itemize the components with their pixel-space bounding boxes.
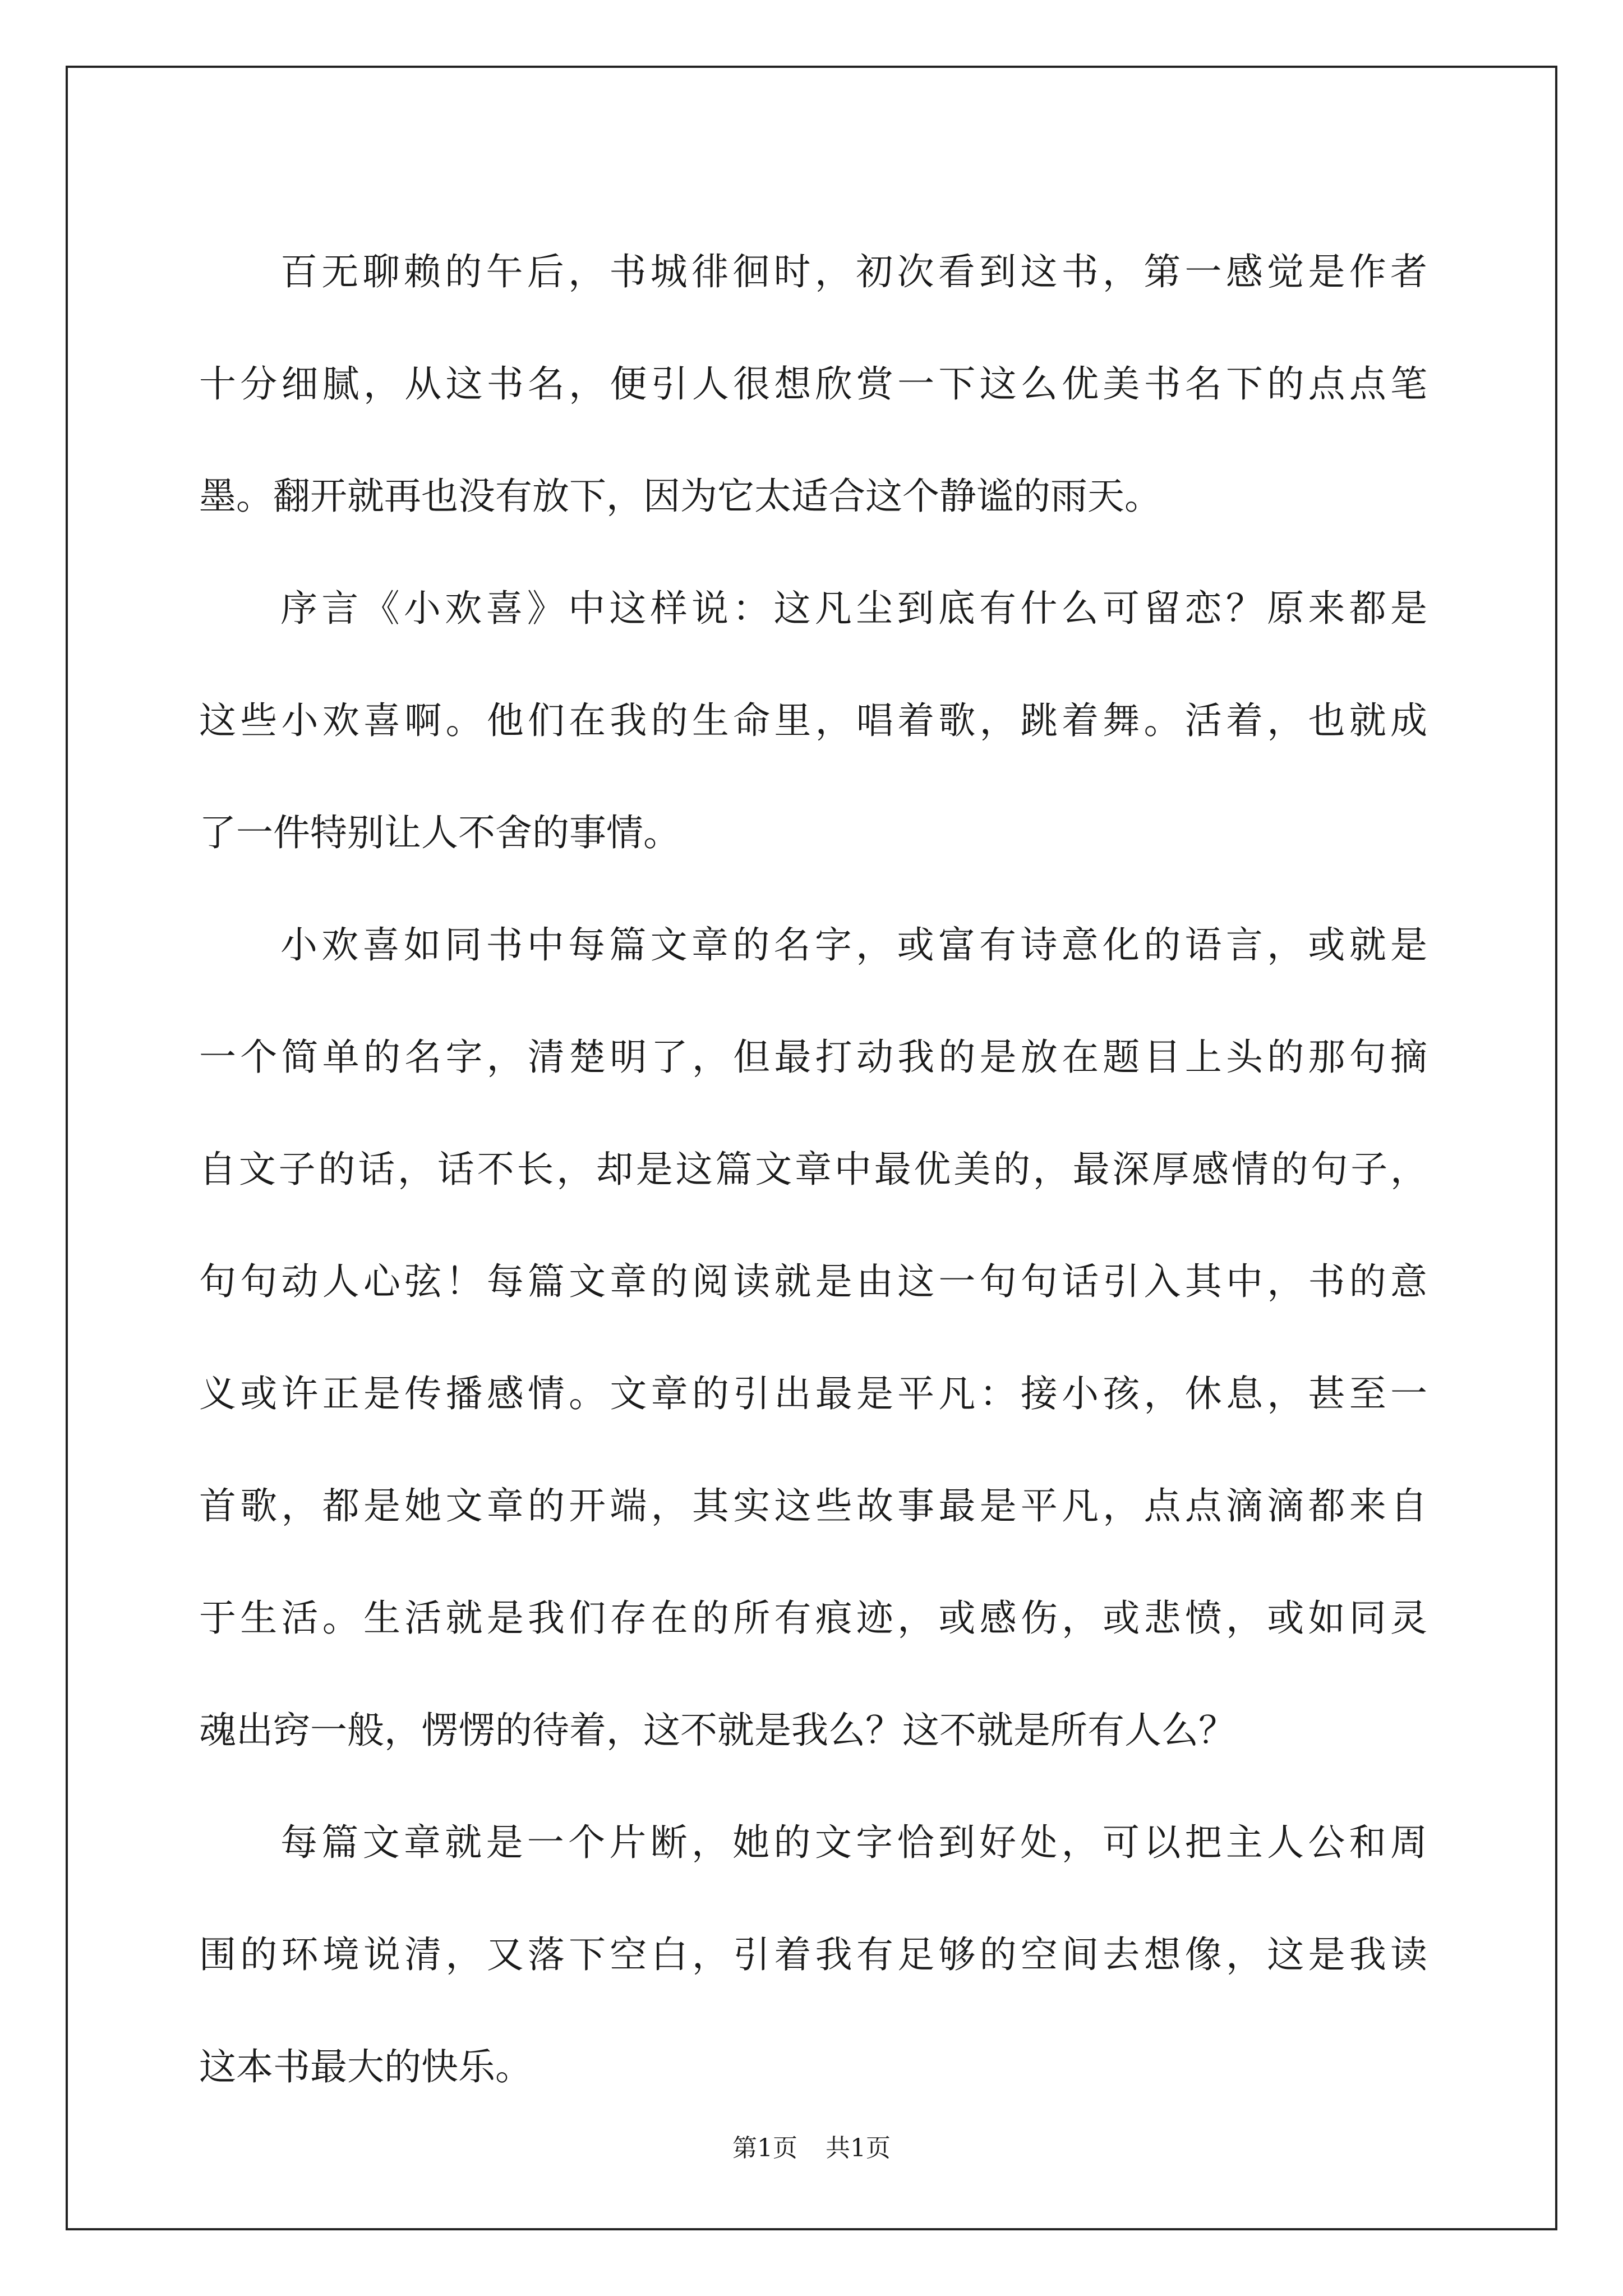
text-line: 十分细腻，从这书名，便引人很想欣赏一下这么优美书名下的点点笔: [199, 362, 1427, 406]
page-number: 第1页: [732, 2134, 797, 2162]
text-line: 墨。翻开就再也没有放下，因为它太适合这个静谧的雨天。: [199, 475, 1161, 518]
page-footer: [0, 2132, 1623, 2165]
text-line: 于生活。生活就是我们存在的所有痕迹，或感伤，或悲愤，或如同灵: [199, 1596, 1427, 1640]
text-line: 义或许正是传播感情。文章的引出最是平凡：接小孩，休息，甚至一: [199, 1372, 1427, 1415]
text-line: 小欢喜如同书中每篇文章的名字，或富有诗意化的语言，或就是: [280, 923, 1427, 967]
paragraph: [199, 889, 1427, 1787]
text-line: 序言《小欢喜》中这样说：这凡尘到底有什么可留恋？原来都是: [280, 587, 1427, 630]
paragraph: [199, 216, 1427, 553]
text-line: 这本书最大的快乐。: [199, 2045, 532, 2088]
document-body: [199, 216, 1427, 2123]
text-line: 围的环境说清，又落下空白，引着我有足够的空间去想像，这是我读: [199, 1933, 1427, 1976]
text-line: 了一件特别让人不舍的事情。: [199, 811, 680, 854]
text-line: 魂出窍一般，愣愣的待着，这不就是我么？这不就是所有人么？: [199, 1709, 1235, 1752]
paragraph: [199, 1787, 1427, 2123]
text-line: 每篇文章就是一个片断，她的文字恰到好处，可以把主人公和周: [280, 1821, 1427, 1864]
paragraph: [199, 553, 1427, 889]
text-line: 百无聊赖的午后，书城徘徊时，初次看到这书，第一感觉是作者: [280, 250, 1427, 293]
text-line: 自文子的话，话不长，却是这篇文章中最优美的，最深厚感情的句子，: [199, 1148, 1427, 1191]
text-line: 这些小欢喜啊。他们在我的生命里，唱着歌，跳着舞。活着，也就成: [199, 699, 1427, 742]
text-line: 句句动人心弦！每篇文章的阅读就是由这一句句话引入其中，书的意: [199, 1260, 1427, 1303]
text-line: 一个简单的名字，清楚明了，但最打动我的是放在题目上头的那句摘: [199, 1036, 1427, 1079]
text-line: 首歌，都是她文章的开端，其实这些故事最是平凡，点点滴滴都来自: [199, 1484, 1427, 1527]
page-total: 共1页: [826, 2134, 891, 2162]
